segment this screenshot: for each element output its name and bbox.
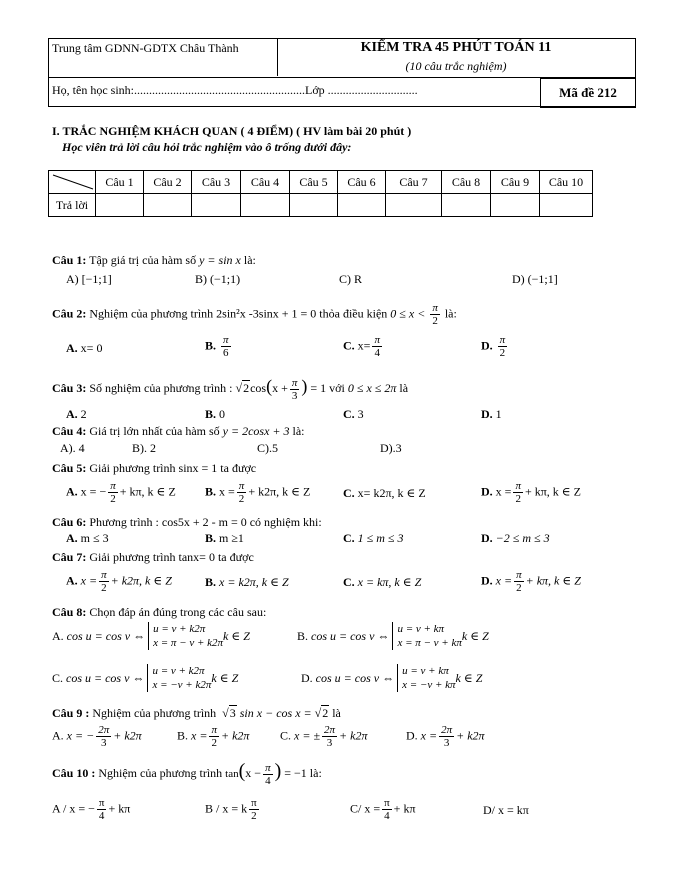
q2-option-b[interactable]: B. $\frac{\pi}{6}$ bbox=[205, 334, 229, 359]
fraction: $\frac{\pi}{2}$ bbox=[432, 302, 438, 327]
question-6: Câu 6: Phương trình : cos5x + 2 - m = 0 có nghiệm khi: bbox=[52, 515, 322, 529]
exam-code: Mã đề 212 bbox=[540, 78, 636, 108]
col-header: Câu 10 bbox=[540, 171, 593, 194]
col-header: Câu 3 bbox=[192, 171, 241, 194]
question-1: Câu 1: Tập giá trị của hàm số y = sin x là: bbox=[52, 253, 256, 267]
student-name-field: Họ, tên học sinh:.........................................................Lớp .............................. bbox=[52, 83, 418, 97]
question-9: Câu 9 : Nghiệm của phương trình √3 sin x − cos x = √2 là bbox=[52, 706, 341, 720]
col-header: Câu 8 bbox=[442, 171, 491, 194]
q4-option-a[interactable]: A). 4 bbox=[60, 441, 85, 455]
question-3: Câu 3: Số nghiệm của phương trình : √2cos(x + $\frac{\pi}{3}$ ) = 1 với 0 ≤ x ≤ 2π là bbox=[52, 376, 409, 402]
q5-option-c[interactable]: C. x= k2π, k ∈ Z bbox=[343, 486, 426, 500]
question-4: Câu 4: Giá trị lớn nhất của hàm số y = 2cosx + 3 là: bbox=[52, 424, 305, 438]
q9-option-c[interactable]: C. x = ± $\frac{2\pi}{3}$ + k2π bbox=[280, 724, 368, 749]
q9-option-a[interactable]: A. x = − $\frac{2\pi}{3}$ + k2π bbox=[52, 724, 142, 749]
q8-option-b[interactable]: B. cos u = cos v ⇔ u = v + kπ x = π − v + kπ k ∈ Z bbox=[297, 623, 489, 649]
q7-option-c[interactable]: C. x = kπ, k ∈ Z bbox=[343, 575, 422, 589]
q3-option-b[interactable]: B. 0 bbox=[205, 407, 226, 421]
q8-option-c[interactable]: C. cos u = cos v ⇔ u = v + k2π x = −v + k2π k ∈ Z bbox=[52, 665, 239, 691]
q2-option-d[interactable]: D. $\frac{\pi}{2}$ bbox=[481, 334, 506, 359]
answer-cell[interactable] bbox=[442, 194, 491, 217]
q7-option-d[interactable]: D. x = $\frac{\pi}{2}$ + kπ, k ∈ Z bbox=[481, 569, 581, 594]
school-name: Trung tâm GDNN-GDTX Châu Thành bbox=[52, 41, 239, 55]
q3-option-a[interactable]: A. 2 bbox=[66, 407, 87, 421]
question-10: Câu 10 : Nghiệm của phương trình tan(x − $\frac{\pi}{4}$ ) = −1 là: bbox=[52, 760, 322, 787]
question-7: Câu 7: Giải phương trình tanx= 0 ta được bbox=[52, 550, 254, 564]
q4-option-d[interactable]: D).3 bbox=[380, 441, 402, 455]
q6-option-c[interactable]: C. 1 ≤ m ≤ 3 bbox=[343, 531, 404, 545]
q9-option-d[interactable]: D. x = $\frac{2\pi}{3}$ + k2π bbox=[406, 724, 485, 749]
diagonal-line bbox=[49, 171, 95, 193]
answer-cell[interactable] bbox=[338, 194, 386, 217]
q4-option-c[interactable]: C).5 bbox=[257, 441, 278, 455]
col-header: Câu 7 bbox=[386, 171, 442, 194]
q6-option-d[interactable]: D. −2 ≤ m ≤ 3 bbox=[481, 531, 550, 545]
q8-option-d[interactable]: D. cos u = cos v ⇔ u = v + kπ x = −v + kπ k ∈ Z bbox=[301, 665, 483, 691]
exam-title: KIỂM TRA 45 PHÚT TOÁN 11 bbox=[360, 40, 552, 55]
q8-option-a[interactable]: A. cos u = cos v ⇔ u = v + k2π x = π − v + k2π k ∈ Z bbox=[52, 623, 250, 649]
section-instruction: Học viên trả lời câu hỏi trắc nghiệm vào ô trống dưới đây: bbox=[62, 140, 352, 154]
q10-option-a[interactable]: A / x = − $\frac{\pi}{4}$ + kπ bbox=[52, 797, 131, 822]
q5-option-a[interactable]: A. x = − $\frac{\pi}{2}$ + kπ, k ∈ Z bbox=[66, 480, 176, 505]
q2-option-c[interactable]: C. x= $\frac{\pi}{4}$ bbox=[343, 334, 380, 359]
answer-table bbox=[48, 170, 593, 217]
col-header: Câu 1 bbox=[96, 171, 144, 194]
row-label: Trả lời bbox=[49, 194, 96, 217]
q6-option-a[interactable]: A. m ≤ 3 bbox=[66, 531, 109, 545]
col-header: Câu 4 bbox=[241, 171, 290, 194]
q10-option-c[interactable]: C/ x = $\frac{\pi}{4}$ + kπ bbox=[350, 797, 416, 822]
q2-option-a[interactable]: A. x= 0 bbox=[66, 341, 103, 355]
q10-option-b[interactable]: B / x = k $\frac{\pi}{2}$ bbox=[205, 797, 257, 822]
q6-option-b[interactable]: B. m ≥1 bbox=[205, 531, 244, 545]
answer-row bbox=[49, 194, 593, 217]
col-header: Câu 6 bbox=[338, 171, 386, 194]
q1-option-b[interactable]: B) (−1;1) bbox=[195, 272, 241, 286]
q4-option-b[interactable]: B). 2 bbox=[132, 441, 156, 455]
q1-option-a[interactable]: A) [−1;1] bbox=[66, 272, 112, 286]
answer-cell[interactable] bbox=[386, 194, 442, 217]
answer-cell[interactable] bbox=[491, 194, 540, 217]
q9-option-b[interactable]: B. x = $\frac{\pi}{2}$ + k2π bbox=[177, 724, 250, 749]
q7-option-b[interactable]: B. x = k2π, k ∈ Z bbox=[205, 575, 289, 589]
q3-option-d[interactable]: D. 1 bbox=[481, 407, 502, 421]
col-header: Câu 5 bbox=[290, 171, 338, 194]
question-8: Câu 8: Chọn đáp án đúng trong các câu sau: bbox=[52, 605, 267, 619]
question-2: Câu 2: Nghiệm của phương trình 2sin²x -3sinx + 1 = 0 thỏa điều kiện 0 ≤ x < $\frac{\pi}{2}$ là: bbox=[52, 302, 457, 327]
q10-option-d[interactable]: D/ x = kπ bbox=[483, 803, 529, 817]
answer-cell[interactable] bbox=[96, 194, 144, 217]
col-header: Câu 2 bbox=[144, 171, 192, 194]
col-header: Câu 9 bbox=[491, 171, 540, 194]
q1-option-d[interactable]: D) (−1;1] bbox=[512, 272, 558, 286]
exam-subtitle: (10 câu trắc nghiệm) bbox=[405, 59, 507, 73]
answer-cell[interactable] bbox=[192, 194, 241, 217]
q5-option-b[interactable]: B. x = $\frac{\pi}{2}$ + k2π, k ∈ Z bbox=[205, 480, 311, 505]
question-5: Câu 5: Giải phương trình sinx = 1 ta được bbox=[52, 461, 257, 475]
corner-cell bbox=[49, 171, 96, 194]
q7-option-a[interactable]: A. x = $\frac{\pi}{2}$ + k2π, k ∈ Z bbox=[66, 569, 172, 594]
answer-header-row bbox=[49, 171, 593, 194]
answer-cell[interactable] bbox=[144, 194, 192, 217]
q5-option-d[interactable]: D. x = $\frac{\pi}{2}$ + kπ, k ∈ Z bbox=[481, 480, 582, 505]
answer-cell[interactable] bbox=[290, 194, 338, 217]
section-title: I. TRẮC NGHIỆM KHÁCH QUAN ( 4 ĐIỂM) ( HV làm bài 20 phút ) bbox=[52, 124, 412, 138]
q3-option-c[interactable]: C. 3 bbox=[343, 407, 364, 421]
answer-cell[interactable] bbox=[540, 194, 593, 217]
answer-cell[interactable] bbox=[241, 194, 290, 217]
q1-option-c[interactable]: C) R bbox=[339, 272, 363, 286]
